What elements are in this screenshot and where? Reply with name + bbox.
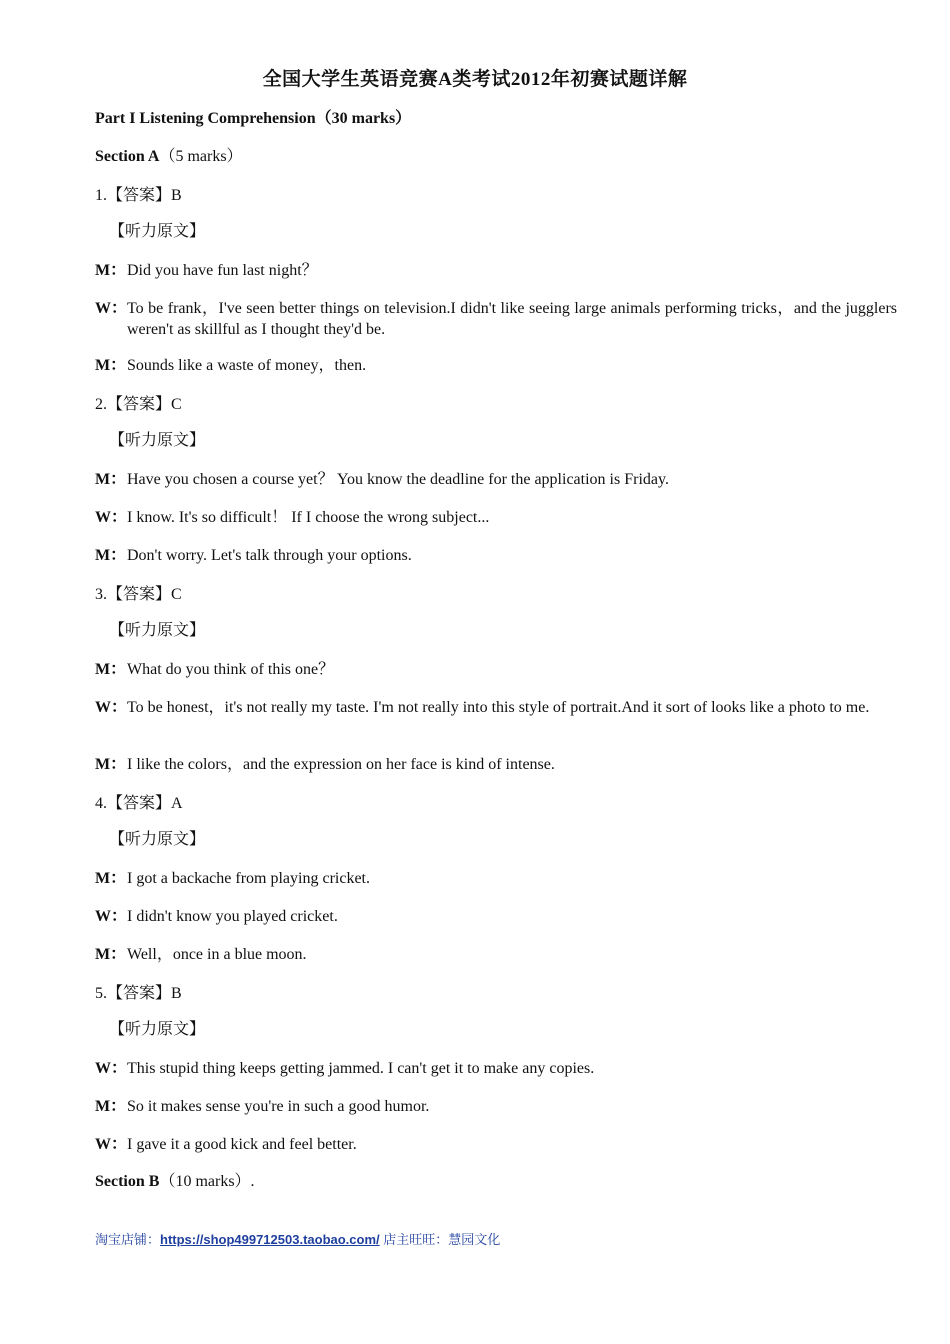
answer-1: 1.【答案】B xyxy=(95,187,182,204)
dialogue-line xyxy=(95,906,897,927)
answer-2: 2.【答案】C xyxy=(95,396,182,413)
page-title: 全国大学生英语竞赛A类考试2012年初赛试题详解 xyxy=(262,69,688,90)
utterance: To be honest，it's not really my taste. I'm not really into this style of portrait.And it sort of looks like a photo to me. xyxy=(127,699,870,716)
speaker: M： xyxy=(95,756,127,773)
transcript-label-4: 【听力原文】 xyxy=(109,831,206,848)
section-a-marks: （5 marks） xyxy=(159,148,243,165)
answer-4: 4.【答案】A xyxy=(95,795,183,812)
dialogue-line xyxy=(95,868,897,889)
utterance: I didn't know you played cricket. xyxy=(127,908,338,925)
utterance: I like the colors，and the expression on her face is kind of intense. xyxy=(127,756,555,773)
utterance: Have you chosen a course yet？ You know the deadline for the application is Friday. xyxy=(127,471,669,488)
transcript-label-1: 【听力原文】 xyxy=(109,223,206,240)
utterance: So it makes sense you're in such a good humor. xyxy=(127,1098,430,1115)
transcript-label-5: 【听力原文】 xyxy=(109,1021,206,1038)
speaker: M： xyxy=(95,547,127,564)
speaker: M： xyxy=(95,661,127,678)
dialogue-line xyxy=(95,659,897,680)
dialogue-line xyxy=(95,754,897,775)
transcript-label-2: 【听力原文】 xyxy=(109,432,206,449)
speaker: M： xyxy=(95,262,127,279)
speaker: M： xyxy=(95,357,127,374)
dialogue-line xyxy=(95,298,897,340)
utterance: Sounds like a waste of money，then. xyxy=(127,357,367,374)
shop-link[interactable]: https://shop499712503.taobao.com/ xyxy=(160,1232,380,1247)
speaker: W： xyxy=(95,908,128,925)
speaker: W： xyxy=(95,509,128,526)
dialogue-line xyxy=(95,355,897,376)
dialogue-line xyxy=(95,1058,897,1079)
speaker: M： xyxy=(95,1098,127,1115)
section-b-heading xyxy=(95,1171,865,1192)
dialogue-line xyxy=(95,1134,897,1155)
transcript-label-3: 【听力原文】 xyxy=(109,622,206,639)
dialogue-line xyxy=(95,944,897,965)
utterance: Did you have fun last night？ xyxy=(127,262,318,279)
part-heading: Part I Listening Comprehension（30 marks） xyxy=(95,110,412,127)
speaker: M： xyxy=(95,946,127,963)
dialogue-line xyxy=(95,469,897,490)
speaker: M： xyxy=(95,471,127,488)
utterance: I know. It's so difficult！ If I choose the wrong subject... xyxy=(127,509,490,526)
speaker: W： xyxy=(95,300,128,317)
owner-label: 店主旺旺：慧园文化 xyxy=(379,1232,501,1247)
dialogue-line xyxy=(95,545,897,566)
dialogue-line xyxy=(95,507,897,528)
utterance: Well，once in a blue moon. xyxy=(127,946,307,963)
utterance: What do you think of this one？ xyxy=(127,661,335,678)
section-b-label: Section B xyxy=(95,1173,160,1190)
utterance: This stupid thing keeps getting jammed. I can't get it to make any copies. xyxy=(127,1060,595,1077)
answer-3: 3.【答案】C xyxy=(95,586,182,603)
section-a-label: Section A xyxy=(95,148,160,165)
speaker: W： xyxy=(95,1136,128,1153)
section-b-marks: （10 marks）. xyxy=(159,1173,255,1190)
dialogue-line xyxy=(95,1096,897,1117)
shop-label: 淘宝店铺： xyxy=(95,1232,161,1247)
answer-5: 5.【答案】B xyxy=(95,985,182,1002)
utterance: I gave it a good kick and feel better. xyxy=(127,1136,357,1153)
utterance: I got a backache from playing cricket. xyxy=(127,870,370,887)
dialogue-line xyxy=(95,697,897,718)
page-footer xyxy=(95,1229,500,1248)
section-a-heading xyxy=(95,146,865,167)
utterance: Don't worry. Let's talk through your options. xyxy=(127,547,412,564)
speaker: W： xyxy=(95,1060,128,1077)
utterance: To be frank，I've seen better things on television.I didn't like seeing large animals performing tricks，and the jugglers weren't as skillful as I thought they'd be. xyxy=(127,300,897,338)
speaker: W： xyxy=(95,699,128,716)
dialogue-line xyxy=(95,260,897,281)
speaker: M： xyxy=(95,870,127,887)
